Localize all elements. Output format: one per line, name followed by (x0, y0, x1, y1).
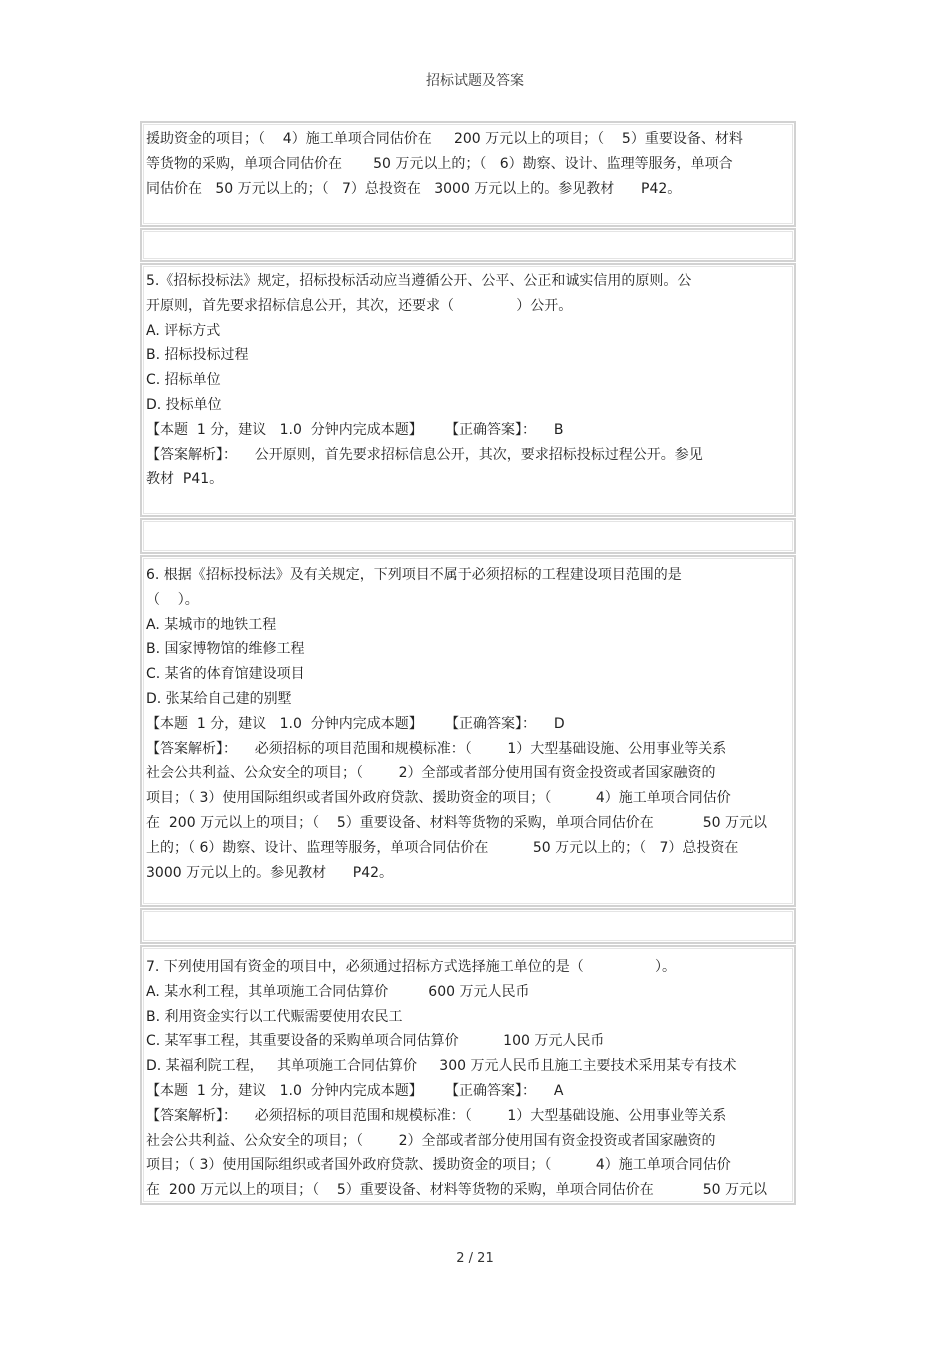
separator-row (140, 228, 796, 262)
score-and-answer: 【本题 1 分，建议 1.0 分钟内完成本题】 【正确答案】： D (146, 715, 565, 732)
option-d: D. 投标单位 (146, 396, 222, 413)
question-6-box (140, 555, 796, 907)
question-stem: （ ）。 (146, 591, 199, 608)
option-a: A. 某水利工程，其单项施工合同估算价 600 万元人民币 (146, 983, 530, 1000)
answer-explanation: 【答案解析】： 公开原则，首先要求招标信息公开，其次，要求招标投标过程公开。参见 (146, 446, 703, 463)
separator-row (140, 908, 796, 944)
text-line: 等货物的采购，单项合同估价在 50 万元以上的；（ 6）勘察、设计、监理等服务，单项合 (146, 155, 733, 172)
question-stem: 5.《招标投标法》规定，招标投标活动应当遵循公开、公平、公正和诚实信用的原则。公 (146, 273, 692, 289)
answer-explanation: 上的；（ 6）勘察、设计、监理等服务，单项合同估价在 50 万元以上的；（ 7）总投资在 (146, 839, 739, 856)
option-b: B. 招标投标过程 (146, 347, 249, 364)
separator-row (140, 518, 796, 554)
question-stem: 7. 下列使用国有资金的项目中，必须通过招标方式选择施工单位的是（ ）。 (146, 959, 677, 975)
option-b: B. 国家博物馆的维修工程 (146, 641, 305, 658)
answer-explanation: 在 200 万元以上的项目；（ 5）重要设备、材料等货物的采购，单项合同估价在 50 万元以 (146, 1182, 767, 1199)
question-stem: 开原则，首先要求招标信息公开，其次，还要求（ ）公开。 (146, 297, 573, 314)
option-c: C. 某军事工程，其重要设备的采购单项合同估算价 100 万元人民币 (146, 1033, 605, 1050)
option-a: A. 某城市的地铁工程 (146, 616, 277, 633)
answer-explanation: 项目；（ 3）使用国际组织或者国外政府贷款、援助资金的项目；（ 4）施工单项合同估价 (146, 1157, 731, 1174)
answer-continuation-box (140, 121, 796, 227)
text-line: 援助资金的项目；（ 4）施工单项合同估价在 200 万元以上的项目；（ 5）重要设备、材料 (146, 131, 743, 147)
answer-explanation: 【答案解析】： 必须招标的项目范围和规模标准：（ 1）大型基础设施、公用事业等关系 (146, 1107, 727, 1124)
page-header-title: 招标试题及答案 (426, 73, 524, 89)
question-stem: 6. 根据《招标投标法》及有关规定，下列项目不属于必须招标的工程建设项目范围的是 (146, 567, 682, 583)
page-number: 2 / 21 (456, 1251, 494, 1266)
answer-explanation: 项目；（ 3）使用国际组织或者国外政府贷款、援助资金的项目；（ 4）施工单项合同估价 (146, 790, 731, 807)
question-5-box (140, 263, 796, 517)
score-and-answer: 【本题 1 分，建议 1.0 分钟内完成本题】 【正确答案】： B (146, 421, 564, 438)
answer-explanation: 教材 P41。 (146, 471, 224, 488)
option-d: D. 某福利院工程， 其单项施工合同估算价 300 万元人民币且施工主要技术采用某专有技术 (146, 1058, 737, 1075)
answer-explanation: 社会公共利益、公众安全的项目；（ 2）全部或者部分使用国有资金投资或者国家融资的 (146, 765, 716, 782)
score-and-answer: 【本题 1 分，建议 1.0 分钟内完成本题】 【正确答案】： A (146, 1082, 564, 1099)
option-c: C. 某省的体育馆建设项目 (146, 666, 305, 683)
answer-explanation: 【答案解析】： 必须招标的项目范围和规模标准：（ 1）大型基础设施、公用事业等关系 (146, 740, 727, 757)
option-c: C. 招标单位 (146, 372, 221, 389)
answer-explanation: 3000 万元以上的。参见教材 P42。 (146, 864, 394, 881)
text-line: 同估价在 50 万元以上的；（ 7）总投资在 3000 万元以上的。参见教材 P42。 (146, 180, 682, 197)
option-b: B. 利用资金实行以工代赈需要使用农民工 (146, 1008, 403, 1025)
option-d: D. 张某给自己建的别墅 (146, 690, 292, 707)
answer-explanation: 在 200 万元以上的项目；（ 5）重要设备、材料等货物的采购，单项合同估价在 50 万元以 (146, 814, 767, 831)
option-a: A. 评标方式 (146, 322, 221, 339)
answer-explanation: 社会公共利益、公众安全的项目；（ 2）全部或者部分使用国有资金投资或者国家融资的 (146, 1132, 716, 1149)
question-7-box (140, 945, 796, 1205)
